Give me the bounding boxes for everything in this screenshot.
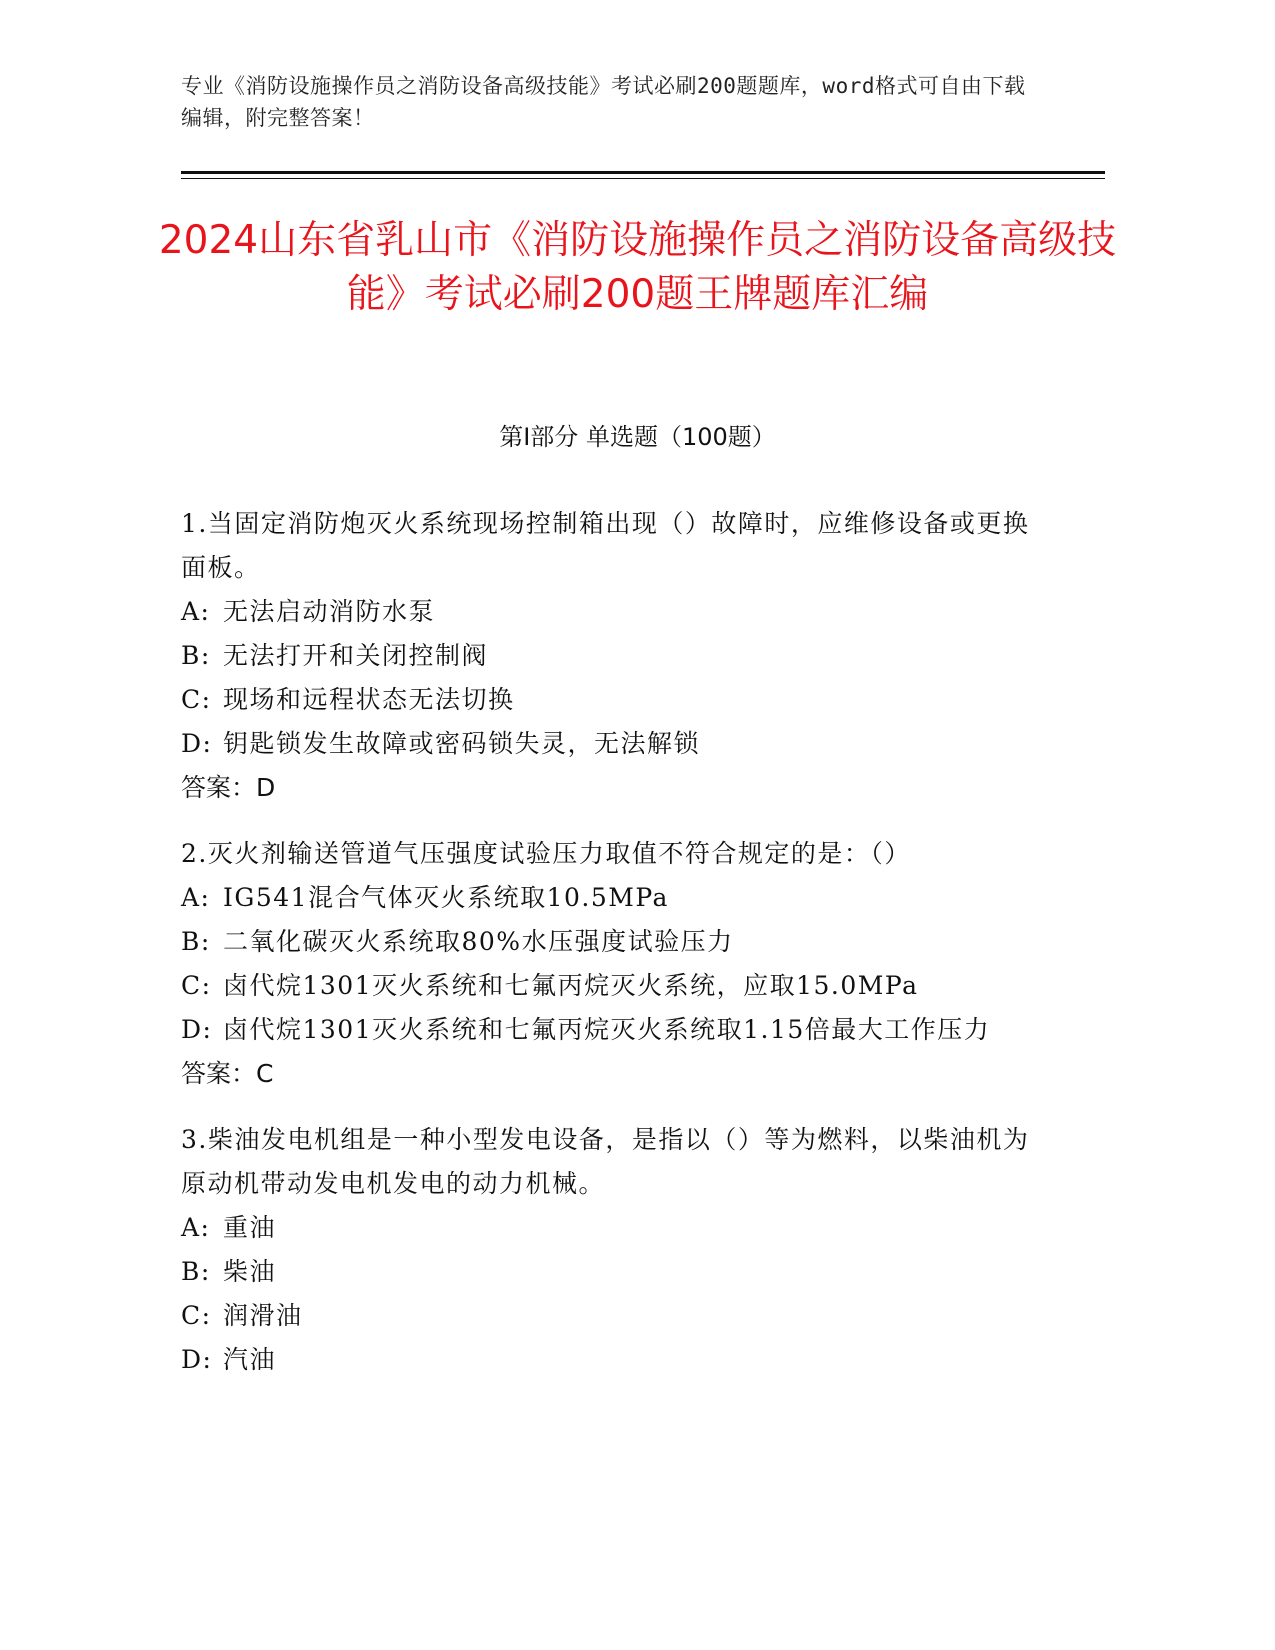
option-text: 润滑油 [223,1301,303,1330]
option-a [181,590,1041,634]
option-letter: A: [181,597,211,626]
option-letter: A: [181,1213,211,1242]
answer-line: 答案：C [181,1059,274,1088]
question-list [181,502,1041,1404]
option-b [181,634,1041,678]
option-text: 卤代烷1301灭火系统和七氟丙烷灭火系统取1.15倍最大工作压力 [223,1015,991,1044]
option-letter: C: [181,1301,212,1330]
option-letter: C: [181,971,212,1000]
option-c [181,964,1041,1008]
option-d [181,1008,1041,1052]
option-d [181,1338,1041,1382]
question-stem: 3.柴油发电机组是一种小型发电设备，是指以（）等为燃料，以柴油机为原动机带动发电机发电的动力机械。 [181,1125,1030,1198]
option-letter: D: [181,729,213,758]
option-text: 重油 [223,1213,277,1242]
question-stem: 1.当固定消防炮灭火系统现场控制箱出现（）故障时，应维修设备或更换面板。 [181,509,1030,582]
question-3 [181,1118,1041,1382]
question-1 [181,502,1041,810]
option-c [181,678,1041,722]
option-b [181,1250,1041,1294]
option-text: 柴油 [223,1257,277,1286]
option-text: 钥匙锁发生故障或密码锁失灵，无法解锁 [223,729,701,758]
option-a [181,876,1041,920]
question-2 [181,832,1041,1096]
option-text: 卤代烷1301灭火系统和七氟丙烷灭火系统，应取15.0MPa [223,971,919,1000]
option-text: IG541混合气体灭火系统取10.5MPa [223,883,669,912]
option-text: 无法启动消防水泵 [223,597,436,626]
option-text: 现场和远程状态无法切换 [223,685,515,714]
header-note: 专业《消防设施操作员之消防设备高级技能》考试必刷200题题库，word格式可自由下载编辑，附完整答案！ [181,74,1026,130]
answer-line: 答案：D [181,773,276,802]
option-letter: B: [181,641,211,670]
option-d [181,722,1041,766]
option-letter: A: [181,883,211,912]
option-letter: C: [181,685,212,714]
option-a [181,1206,1041,1250]
option-text: 汽油 [223,1345,277,1374]
option-letter: D: [181,1015,213,1044]
section-title: 第I部分 单选题（100题） [499,423,776,451]
option-text: 无法打开和关闭控制阀 [223,641,489,670]
header-divider-thin [181,178,1105,179]
option-b [181,920,1041,964]
option-text: 二氧化碳灭火系统取80%水压强度试验压力 [223,927,734,956]
option-c [181,1294,1041,1338]
option-letter: D: [181,1345,213,1374]
option-letter: B: [181,1257,211,1286]
question-stem: 2.灭火剂输送管道气压强度试验压力取值不符合规定的是：（） [181,839,911,868]
document-title: 2024山东省乳山市《消防设施操作员之消防设备高级技能》考试必刷200题王牌题库汇编 [158,218,1117,317]
option-letter: B: [181,927,211,956]
header-divider-thick [181,171,1105,174]
